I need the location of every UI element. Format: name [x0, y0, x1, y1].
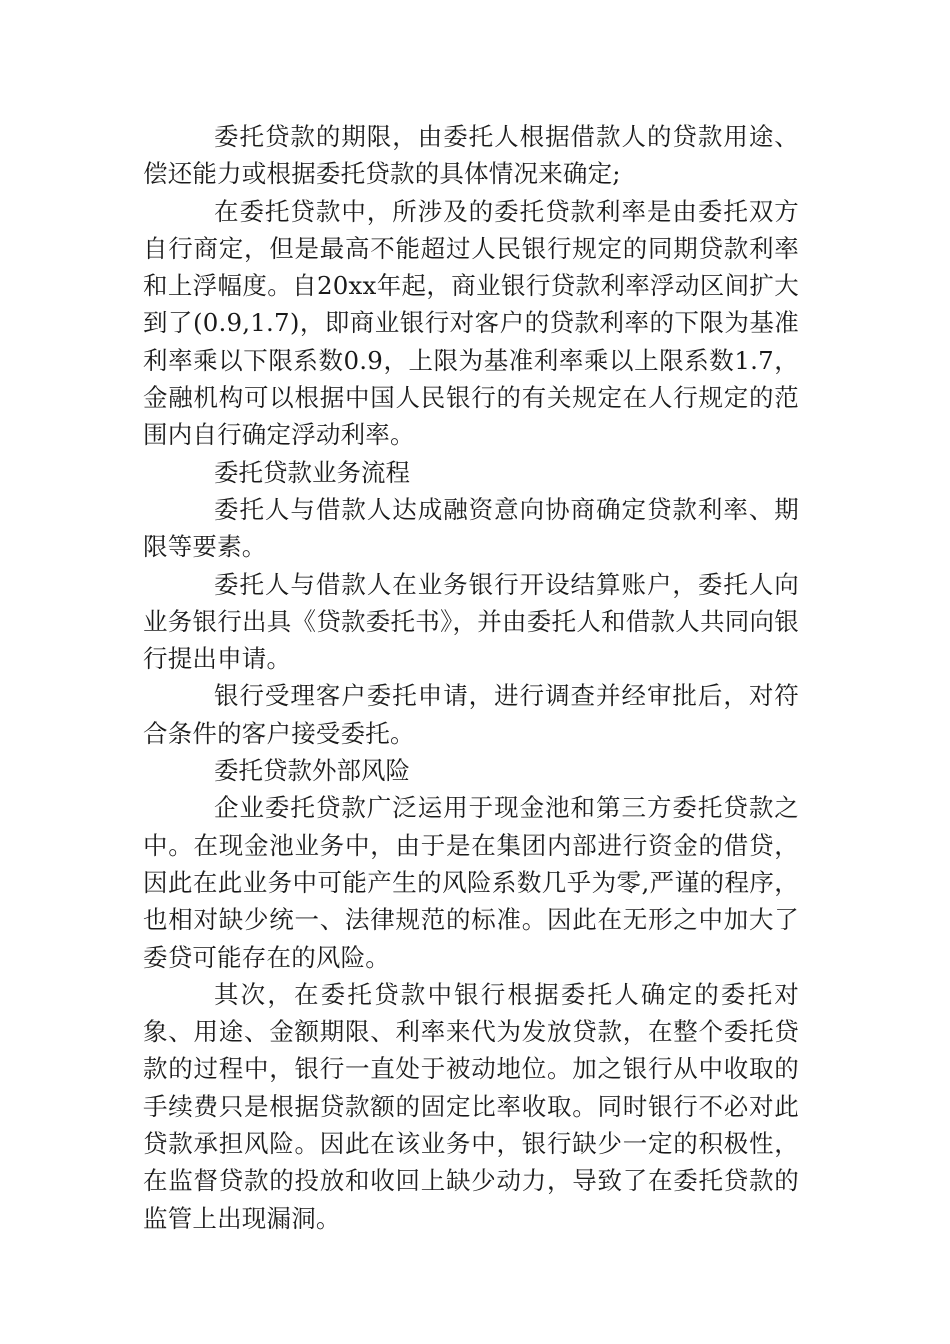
paragraph-loan-term: 委托贷款的期限，由委托人根据借款人的贷款用途、偿还能力或根据委托贷款的具体情况来确定;: [143, 122, 799, 189]
document-body: [143, 118, 799, 1237]
heading-external-risk: 委托贷款外部风险: [214, 756, 410, 786]
paragraph-interest-rate: 在委托贷款中，所涉及的委托贷款利率是由委托双方自行商定，但是最高不能超过人民银行规定的同期贷款利率和上浮幅度。自20xx年起，商业银行贷款利率浮动区间扩大到了(0.9,1.7)，即商业银行对客户的贷款利率的下限为基准利率乘以下限系数0.9，上限为基准利率乘以上限系数1.7，金融机构可以根据中国人民银行的有关规定在人行规定的范围内自行确定浮动利率。: [143, 196, 799, 450]
paragraph-process-step-2: 委托人与借款人在业务银行开设结算账户，委托人向业务银行出具《贷款委托书》，并由委托人和借款人共同向银行提出申请。: [143, 569, 799, 674]
paragraph-risk-bank-passive: 其次，在委托贷款中银行根据委托人确定的委托对象、用途、金额期限、利率来代为发放贷款，在整个委托贷款的过程中，银行一直处于被动地位。加之银行从中收取的手续费只是根据贷款额的固定比率收取。同时银行不必对此贷款承担风险。因此在该业务中，银行缺少一定的积极性，在监督贷款的投放和收回上缺少动力，导致了在委托贷款的监管上出现漏洞。: [143, 979, 799, 1233]
paragraph-process-step-3: 银行受理客户委托申请，进行调查并经审批后，对符合条件的客户接受委托。: [143, 681, 799, 748]
paragraph-risk-cash-pool: 企业委托贷款广泛运用于现金池和第三方委托贷款之中。在现金池业务中，由于是在集团内部进行资金的借贷，因此在此业务中可能产生的风险系数几乎为零,严谨的程序，也相对缺少统一、法律规范的标准。因此在无形之中加大了委贷可能存在的风险。: [143, 793, 799, 972]
heading-business-process: 委托贷款业务流程: [214, 457, 410, 487]
paragraph-process-step-1: 委托人与借款人达成融资意向协商确定贷款利率、期限等要素。: [143, 494, 799, 562]
